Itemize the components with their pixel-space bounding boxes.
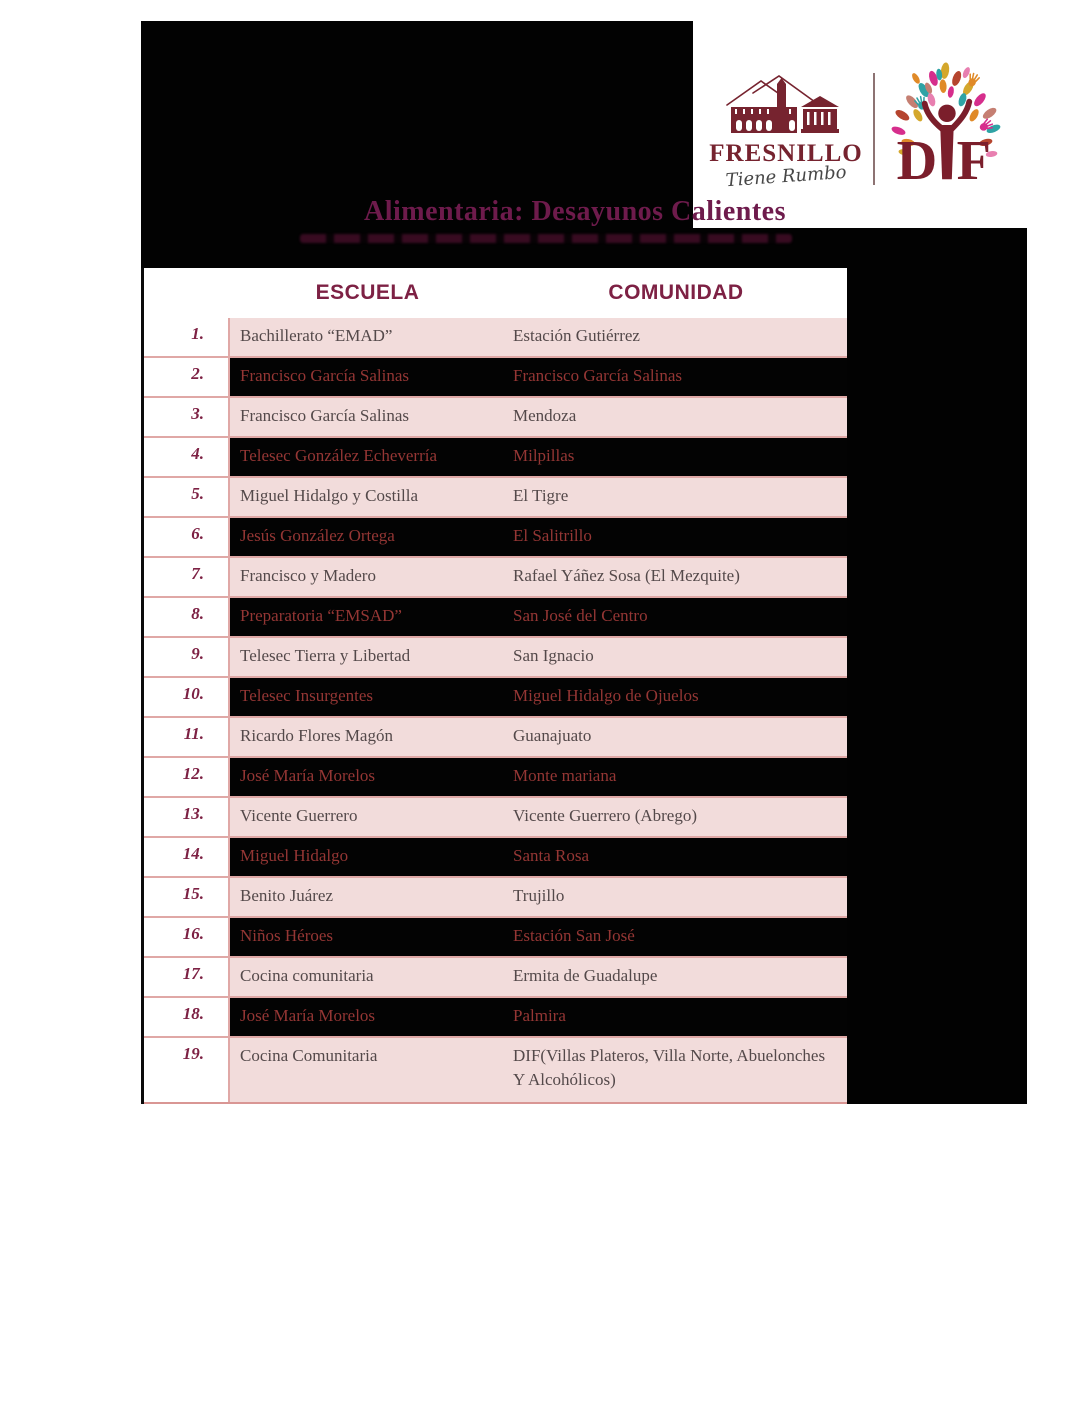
- table-row: [144, 358, 847, 398]
- row-number: 12.: [144, 758, 230, 796]
- cell-comunidad: Santa Rosa: [513, 846, 590, 865]
- page-title: Alimentaria: Desayunos Calientes: [364, 196, 786, 227]
- table-row: [144, 678, 847, 718]
- table-row: [144, 718, 847, 758]
- row-body: [230, 878, 847, 916]
- row-body: [230, 558, 847, 596]
- table-row: [144, 598, 847, 638]
- row-body: [230, 398, 847, 436]
- cell-comunidad: Monte mariana: [513, 766, 617, 785]
- cell-comunidad: San José del Centro: [513, 606, 648, 625]
- table-header-row: [144, 268, 847, 318]
- row-body: [230, 438, 847, 476]
- table-row: [144, 998, 847, 1038]
- row-number: 10.: [144, 678, 230, 716]
- cell-escuela: Miguel Hidalgo: [240, 846, 349, 865]
- fresnillo-wordmark: FRESNILLO: [709, 140, 863, 167]
- row-body: [230, 758, 847, 796]
- mountains-icon: [727, 76, 815, 105]
- cell-comunidad: Ermita de Guadalupe: [513, 966, 658, 985]
- cell-comunidad: Vicente Guerrero (Abrego): [513, 806, 697, 825]
- table-row: [144, 438, 847, 478]
- header-escuela: ESCUELA: [315, 281, 420, 304]
- dif-logo-icon: [883, 57, 1009, 189]
- cell-escuela: Telesec Tierra y Libertad: [240, 646, 411, 665]
- row-body: [230, 958, 847, 996]
- cell-escuela: Niños Héroes: [240, 926, 334, 945]
- cell-comunidad: San Ignacio: [513, 646, 594, 665]
- row-body: [230, 318, 847, 356]
- row-body: [230, 638, 847, 676]
- cell-comunidad: DIF(Villas Plateros, Villa Norte, Abuelonches Y Alcohólicos): [513, 1046, 826, 1089]
- row-body: [230, 598, 847, 636]
- row-body: [230, 798, 847, 836]
- row-number: 16.: [144, 918, 230, 956]
- row-number: 3.: [144, 398, 230, 436]
- cell-escuela: Telesec González Echeverría: [240, 446, 438, 465]
- cell-escuela: Francisco y Madero: [240, 566, 376, 585]
- cell-comunidad: El Salitrillo: [513, 526, 592, 545]
- cell-escuela: Miguel Hidalgo y Costilla: [240, 486, 419, 505]
- fresnillo-tagline: Tiene Rumbo: [725, 161, 848, 191]
- black-column-right: [847, 268, 1027, 1104]
- row-number: 7.: [144, 558, 230, 596]
- cell-comunidad: Milpillas: [513, 446, 575, 465]
- row-number: 11.: [144, 718, 230, 756]
- cell-escuela: Jesús González Ortega: [240, 526, 395, 545]
- cell-escuela: José María Morelos: [240, 1006, 376, 1025]
- row-body: [230, 1038, 847, 1102]
- table-row: [144, 558, 847, 598]
- fresnillo-logo-icon: [701, 71, 871, 191]
- table-row: [144, 1038, 847, 1104]
- table-body: [144, 318, 847, 1104]
- row-number: 2.: [144, 358, 230, 396]
- cell-comunidad: Palmira: [513, 1006, 566, 1025]
- cell-escuela: Francisco García Salinas: [240, 406, 409, 425]
- cell-escuela: Bachillerato “EMAD”: [240, 326, 393, 345]
- row-body: [230, 358, 847, 396]
- data-table: [141, 268, 847, 1104]
- row-body: [230, 678, 847, 716]
- table-row: [144, 518, 847, 558]
- row-body: [230, 918, 847, 956]
- title-ghost-remnant: [300, 234, 792, 243]
- table-row: [144, 318, 847, 358]
- row-number: 6.: [144, 518, 230, 556]
- cell-escuela: Cocina Comunitaria: [240, 1046, 378, 1065]
- cell-comunidad: Rafael Yáñez Sosa (El Mezquite): [513, 566, 740, 585]
- cell-escuela: Vicente Guerrero: [240, 806, 358, 825]
- table-row: [144, 798, 847, 838]
- cell-comunidad: Estación San José: [513, 926, 635, 945]
- row-number: 4.: [144, 438, 230, 476]
- table-row: [144, 878, 847, 918]
- cell-escuela: Benito Juárez: [240, 886, 333, 905]
- dif-letter-f: F: [956, 130, 992, 189]
- cell-escuela: Ricardo Flores Magón: [240, 726, 393, 745]
- row-number: 18.: [144, 998, 230, 1036]
- cell-escuela: José María Morelos: [240, 766, 376, 785]
- table-row: [144, 958, 847, 998]
- row-number: 9.: [144, 638, 230, 676]
- header-comunidad: COMUNIDAD: [608, 281, 744, 304]
- cell-escuela: Francisco García Salinas: [240, 366, 409, 385]
- cell-escuela: Telesec Insurgentes: [240, 686, 374, 705]
- cell-escuela: Cocina comunitaria: [240, 966, 374, 985]
- logo-divider: [873, 73, 875, 185]
- row-number: 13.: [144, 798, 230, 836]
- row-number: 8.: [144, 598, 230, 636]
- row-number: 1.: [144, 318, 230, 356]
- row-number: 15.: [144, 878, 230, 916]
- table-row: [144, 478, 847, 518]
- row-body: [230, 838, 847, 876]
- row-number: 5.: [144, 478, 230, 516]
- row-body: [230, 998, 847, 1036]
- table-row: [144, 398, 847, 438]
- cell-comunidad: Estación Gutiérrez: [513, 326, 640, 345]
- dif-letter-d: D: [896, 130, 938, 189]
- table-row: [144, 758, 847, 798]
- table-row: [144, 838, 847, 878]
- table-row: [144, 638, 847, 678]
- row-number: 14.: [144, 838, 230, 876]
- row-body: [230, 518, 847, 556]
- cell-comunidad: El Tigre: [513, 486, 569, 505]
- cell-comunidad: Miguel Hidalgo de Ojuelos: [513, 686, 699, 705]
- cell-comunidad: Trujillo: [513, 886, 565, 905]
- cell-comunidad: Mendoza: [513, 406, 577, 425]
- cell-comunidad: Guanajuato: [513, 726, 592, 745]
- row-body: [230, 718, 847, 756]
- table-row: [144, 918, 847, 958]
- row-body: [230, 478, 847, 516]
- row-number: 17.: [144, 958, 230, 996]
- cell-comunidad: Francisco García Salinas: [513, 366, 682, 385]
- cell-escuela: Preparatoria “EMSAD”: [240, 606, 402, 625]
- row-number: 19.: [144, 1038, 230, 1102]
